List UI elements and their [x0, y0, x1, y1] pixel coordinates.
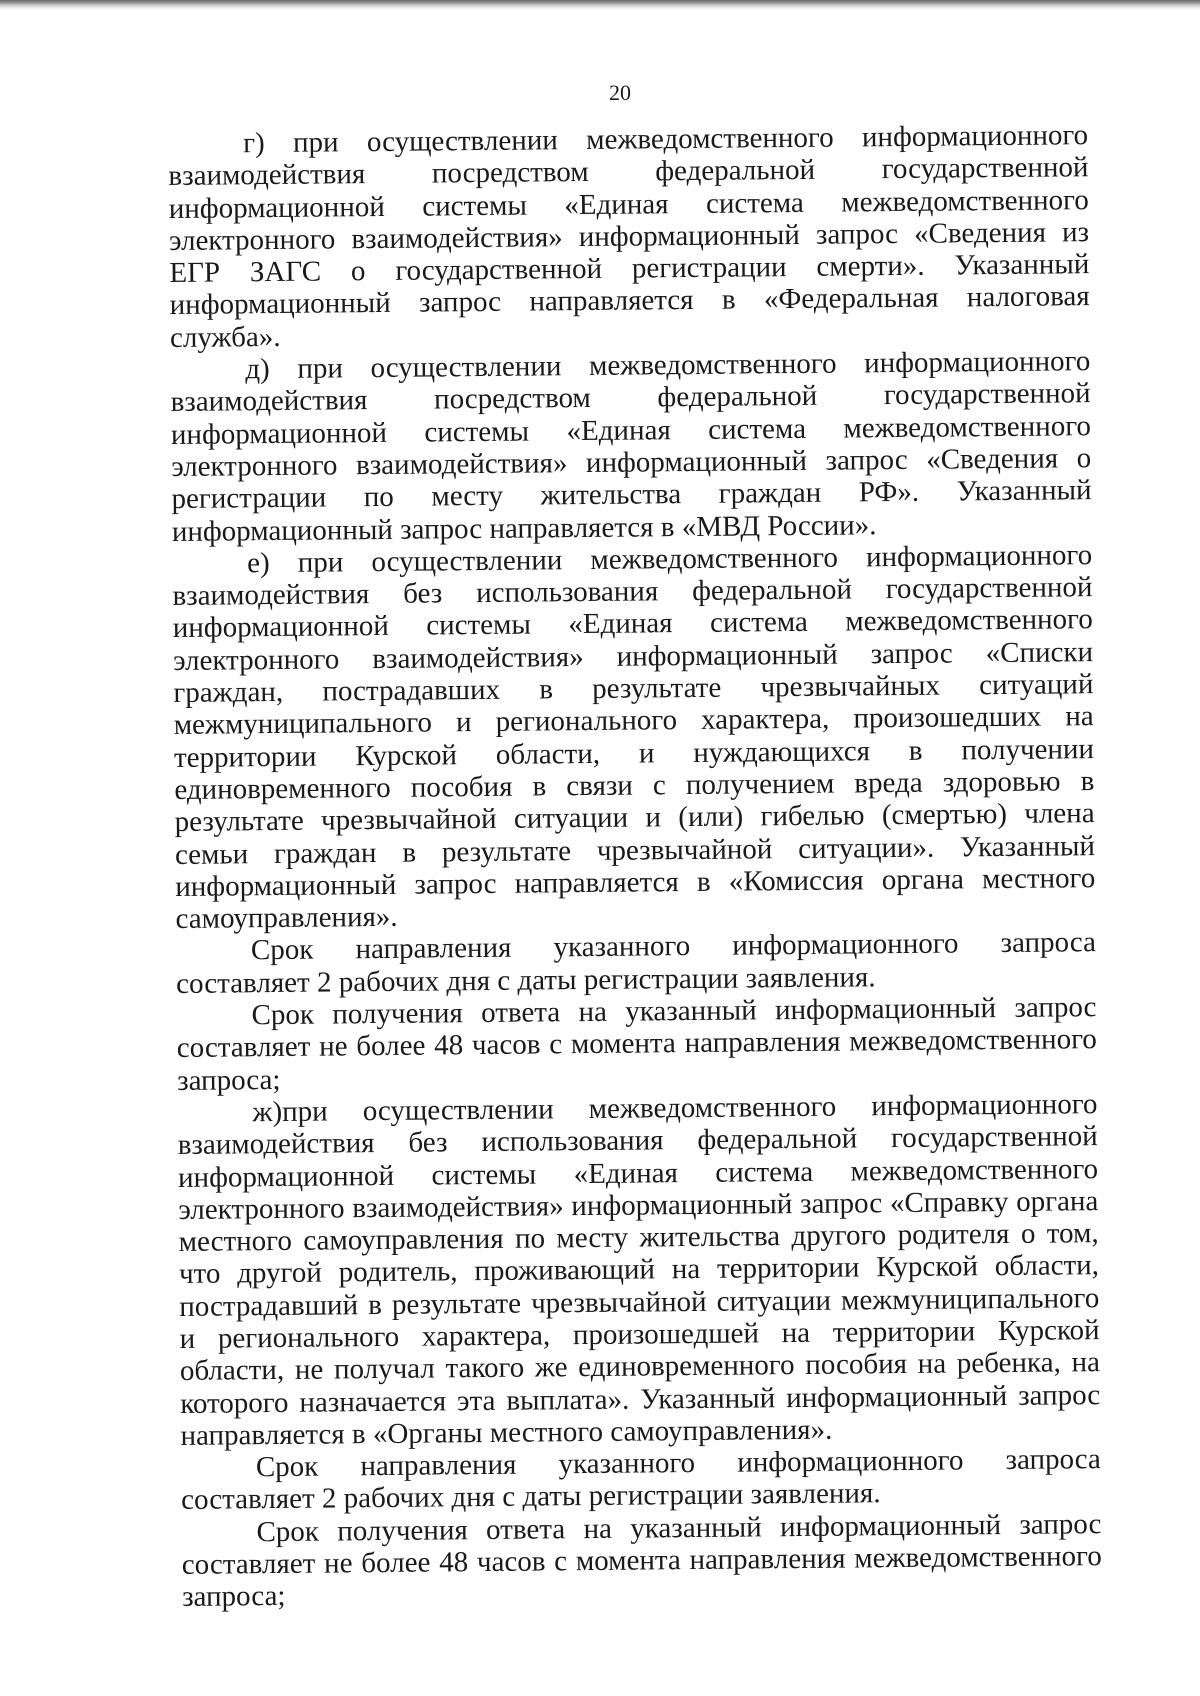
paragraph-response-deadline-2: Срок получения ответа на указанный информационный запрос составляет не более 48 часов с момента направления межведомственного запроса;: [181, 1507, 1102, 1614]
document-body: [168, 119, 1102, 1613]
paragraph-g-request-death-registration: г) при осуществлении межведомственного информационного взаимодействия посредством федеральной государственной информационной системы «Единая система межведомственного электронного взаимодействия» информационный запрос «Сведения из ЕГР ЗАГС о государственной регистрации смерти». Указанный информационный запрос направляется в «Федеральная налоговая служба».: [168, 119, 1090, 354]
paragraph-d-request-residence-registration: д) при осуществлении межведомственного информационного взаимодействия посредством федеральной государственной информационной системы «Единая система межведомственного электронного взаимодействия» информационный запрос «Сведения о регистрации по месту жительства граждан РФ». Указанный информационный запрос направляется в «МВД России».: [170, 345, 1092, 548]
page-number: 20: [609, 80, 631, 105]
paragraph-zh-request-local-government-certificate: ж)при осуществлении межведомственного информационного взаимодействия без использования федеральной государственной информационной системы «Единая система межведомственного электронного взаимодействия» информационный запрос «Справку органа местного самоуправления по месту жительства другого родителя о том, что другой родитель, проживающий на территории Курской области, пострадавший в результате чрезвычайной ситуации межмуниципального и регионального характера, произошедшей на территории Курской области, не получал такого же единовременного пособия на ребенка, на которого назначается эта выплата». Указанный информационный запрос направляется в «Органы местного самоуправления».: [177, 1088, 1101, 1452]
scan-edge-shadow: [0, 0, 1200, 10]
paragraph-e-request-emergency-victims-list: е) при осуществлении межведомственного информационного взаимодействия без использования федеральной государственной информационной системы «Единая система межведомственного электронного взаимодействия» информационный запрос «Списки граждан, пострадавших в результате чрезвычайных ситуаций межмуниципального и регионального характера, произошедших на территории Курской области, и нуждающихся в получении единовременного пособия в связи с получением вреда здоровью в результате чрезвычайной ситуации и (или) гибелью (смертью) члена семьи граждан в результате чрезвычайной ситуации». Указанный информационный запрос направляется в «Комиссия органа местного самоуправления».: [172, 539, 1096, 936]
paragraph-request-sending-deadline-2: Срок направления указанного информационного запроса составляет 2 рабочих дня с даты регистрации заявления.: [181, 1443, 1101, 1517]
paragraph-response-deadline: Срок получения ответа на указанный информационный запрос составляет не более 48 часов с момента направления межведомственного запроса;: [176, 991, 1097, 1097]
paragraph-request-sending-deadline: Срок направления указанного информационного запроса составляет 2 рабочих дня с даты регистрации заявления.: [176, 926, 1097, 1000]
